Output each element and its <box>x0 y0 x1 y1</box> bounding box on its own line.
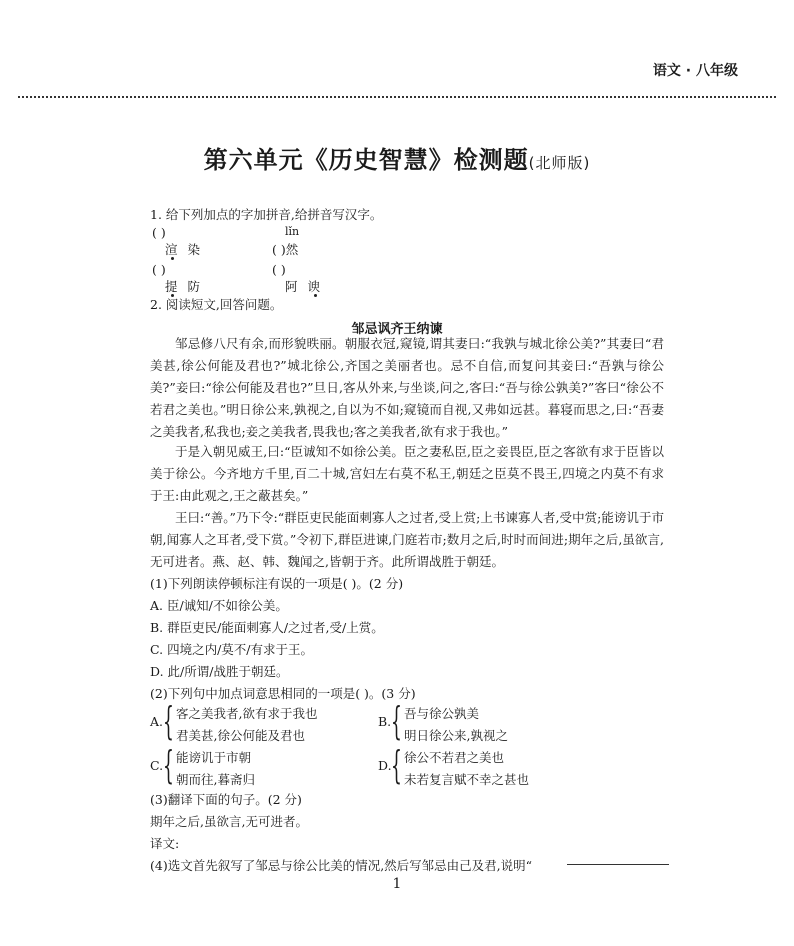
sq4-stem: (4)选文首先叙写了邹忌与徐公比美的情况,然后写邹忌由己及君,说明“ <box>150 858 533 873</box>
dotted-char: 谀 <box>307 279 323 294</box>
sq2-stem: (2)下列句中加点词意思相同的一项是( )。(3 分) <box>150 686 416 701</box>
sq2-d-line2: 未若复言赋不幸之甚也 <box>404 772 530 787</box>
q1-item-1: 渲 染 <box>165 242 203 257</box>
passage-paragraph-3: 王曰:“善。”乃下令:“群臣吏民能面刺寡人之过者,受上赏;上书谏寡人者,受中赏;能谤讥于市朝,闻寡人之耳者,受下赏。”令初下,群臣进谏,门庭若市;数月之后,时时而间进;期年之后,虽欲言,无可进者。燕、赵、韩、魏闻之,皆朝于齐。此所谓战胜于朝廷。 <box>150 510 664 569</box>
q1-paren-3: ( ) <box>152 262 166 277</box>
dotted-char: 渲 <box>165 242 181 257</box>
page-title <box>0 140 794 175</box>
sq2-c-line1: 能谤讥于市朝 <box>176 750 252 765</box>
sq1-option-b: B. 群臣吏民/能面刺寡人/之过者,受/上赏。 <box>150 620 384 635</box>
sq2-c-label: C. <box>150 758 164 773</box>
grade-label: 语文 · 八年级 <box>652 63 738 79</box>
passage-paragraph-1: 邹忌修八尺有余,而形貌昳丽。朝服衣冠,窥镜,谓其妻曰:“我孰与城北徐公美?”其妻曰“君美甚,徐公何能及君也?”城北徐公,齐国之美丽者也。忌不自信,而复问其妾曰:“吾孰与徐公美?”妾曰:“徐公何能及君也?”旦日,客从外来,与坐谈,问之,客曰:“吾与徐公孰美?”客曰“徐公不若君之美也。”明日徐公来,孰视之,自以为不如;窥镜而自视,又弗如远甚。暮寝而思之,曰:“吾妻之美我者,私我也;妾之美我者,畏我也;客之美我者,欲有求于我也。” <box>150 336 664 439</box>
sq2-a-line2: 君美甚,徐公何能及君也 <box>176 728 305 743</box>
sq2-c-line2: 朝而往,暮斋归 <box>176 772 255 787</box>
q2-prompt: 2. 阅读短文,回答问题。 <box>150 297 283 312</box>
q1-prompt: 1. 给下列加点的字加拼音,给拼音写汉字。 <box>150 207 383 222</box>
sq1-option-a: A. 臣/诚知/不如徐公美。 <box>150 598 288 613</box>
q1-item-2: ( )然 <box>272 242 299 257</box>
sq2-a-label: A. <box>150 714 164 729</box>
dotted-divider <box>18 96 776 98</box>
brace-icon: { <box>391 699 402 743</box>
q1-paren-1: ( ) <box>152 225 166 240</box>
sq3-answer-label: 译文: <box>150 836 180 851</box>
page-number: 1 <box>392 876 402 892</box>
sq1-stem: (1)下列朗读停顿标注有误的一项是( )。(2 分) <box>150 576 404 591</box>
sq2-d-line1: 徐公不若君之美也 <box>404 750 505 765</box>
sq1-option-d: D. 此/所谓/战胜于朝廷。 <box>150 664 289 679</box>
sq2-b-label: B. <box>378 714 392 729</box>
q1-item-4: 阿 谀 <box>285 279 323 294</box>
q1-paren-4: ( ) <box>272 262 286 277</box>
answer-blank[interactable] <box>567 864 669 865</box>
brace-icon: { <box>163 699 174 743</box>
brace-icon: { <box>391 743 402 787</box>
sq3-stem: (3)翻译下面的句子。(2 分) <box>150 792 302 807</box>
passage-paragraph-2: 于是入朝见威王,曰:“臣诚知不如徐公美。臣之妻私臣,臣之妾畏臣,臣之客欲有求于臣皆以美于徐公。今齐地方千里,百二十城,宫妇左右莫不私王,朝廷之臣莫不畏王,四境之内莫不有求于王:由此观之,王之蔽甚矣。” <box>150 444 664 503</box>
sq1-option-c: C. 四境之内/莫不/有求于王。 <box>150 642 313 657</box>
q1-pinyin: lǐn <box>285 225 300 238</box>
passage-title: 邹忌讽齐王纳谏 <box>351 322 443 337</box>
brace-icon: { <box>163 743 174 787</box>
q1-item-3: 提 防 <box>165 279 203 294</box>
sq2-d-label: D. <box>378 758 392 773</box>
dotted-char: 提 <box>165 279 181 294</box>
sq2-b-line2: 明日徐公来,孰视之 <box>404 728 508 743</box>
sq2-a-line1: 客之美我者,欲有求于我也 <box>176 706 318 721</box>
title-main: 第六单元《历史智慧》检测题 <box>203 146 529 174</box>
sq3-sentence: 期年之后,虽欲言,无可进者。 <box>150 814 308 829</box>
sq2-b-line1: 吾与徐公孰美 <box>404 706 480 721</box>
title-edition: (北师版) <box>528 154 591 172</box>
